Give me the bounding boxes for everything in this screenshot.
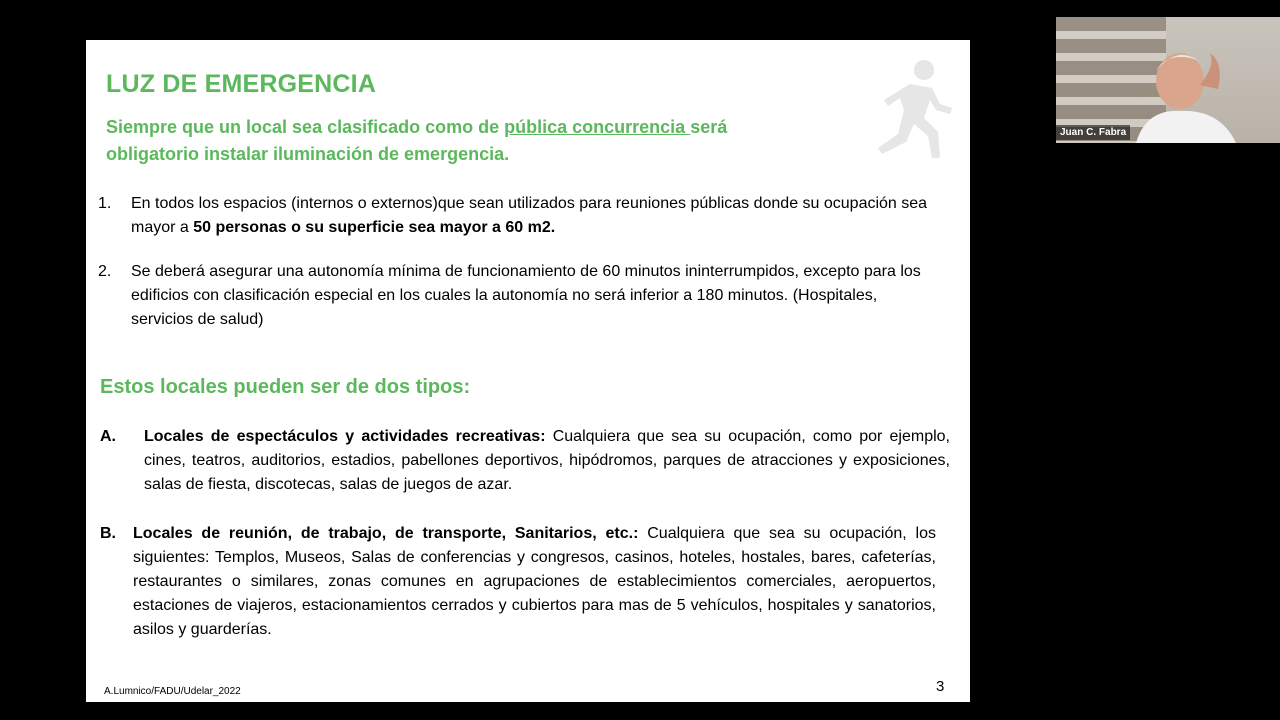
list-item-number: 2. [98,263,112,280]
type-text [133,522,936,642]
type-bold: Locales de reunión, de trabajo, de transporte, Sanitarios, etc.: [133,525,639,542]
list-item-bold: 50 personas o su superficie sea mayor a 60 m2. [193,219,556,236]
type-letter: B. [100,525,116,542]
list-item [86,192,970,240]
subtitle-suffix: será obligatorio instalar iluminación de emergencia. [106,117,728,164]
type-item-b [100,522,936,642]
list-item [86,260,970,332]
list-item-text [131,192,931,240]
list-item-number: 1. [98,195,112,212]
section-heading: Estos locales pueden ser de dos tipos: [100,376,471,398]
type-plain: Cualquiera que sea su ocupación, como por ejemplo, cines, teatros, auditorios, estadios, pabellones deportivos, hipódromos, parques de atracciones y exposiciones, salas de fiesta, discotecas, salas de juegos de azar. [144,428,951,493]
participant-avatar [1136,45,1246,143]
type-plain: Cualquiera que sea su ocupación, los siguientes: Templos, Museos, Salas de conferencias y congresos, casinos, hoteles, hostales, bares, cafeterías, restaurantes o similares, zonas comunes en agrupaciones de establecimientos comerciales, aeropuertos, estaciones de viajeros, estacionamientos cerrados y cubiertos para mas de 5 vehículos, hospitales y sanatorios, asilos y guarderías. [133,525,936,638]
page-number: 3 [936,678,945,695]
type-item-a [100,425,950,497]
list-item-text: Se deberá asegurar una autonomía mínima de funcionamiento de 60 minutos ininterrumpidos, excepto para los edificios con clasificación especial en los cuales la autonomía no será inferior a 180 minutos. (Hospitales, servicios de salud) [131,263,921,328]
participant-video-tile[interactable] [1056,17,1280,143]
slide-title: LUZ DE EMERGENCIA [106,70,377,98]
slide-subtitle [106,114,806,168]
participant-name: Juan C. Fabra [1056,125,1130,140]
numbered-list [86,192,970,352]
presentation-slide [86,40,970,702]
subtitle-prefix: Siempre que un local sea clasificado como de [106,117,505,137]
footer-credit: A.Lumnico/FADU/Udelar_2022 [104,686,241,697]
type-text [144,425,950,497]
running-man-icon [866,58,956,164]
type-bold: Locales de espectáculos y actividades recreativas: [144,428,546,445]
list-item-plain: En todos los espacios (internos o externos)que sean utilizados para reuniones públicas donde su ocupación sea mayor a [131,195,928,236]
subtitle-underlined: pública concurrencia [504,117,691,137]
type-letter: A. [100,428,116,445]
